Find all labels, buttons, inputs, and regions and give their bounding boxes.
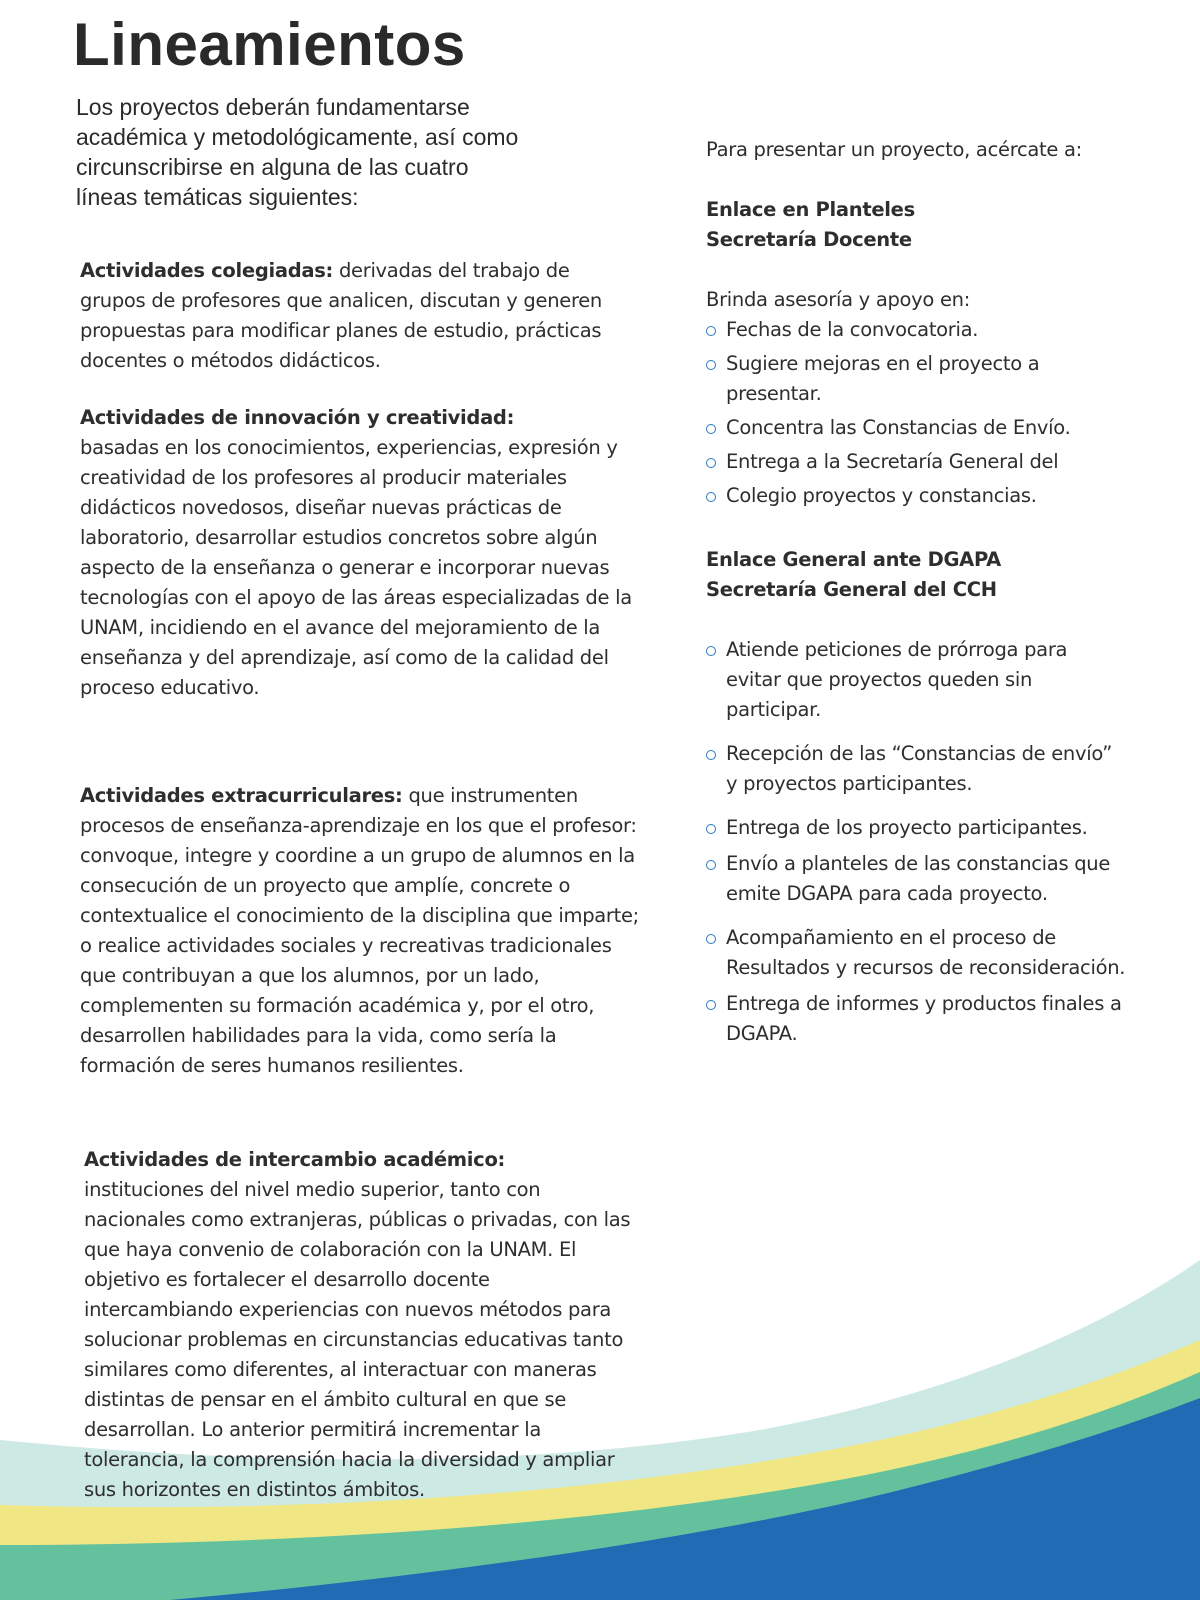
list-item: Colegio proyectos y constancias.	[706, 481, 1086, 511]
circle-bullet-icon	[706, 750, 716, 760]
linea-body: basadas en los conocimientos, experiencias, expresión y creatividad de los profesores al producir materiales didácticos novedosos, diseñar nuevas prácticas de laboratorio, desarrollar estudios concretos sobre algún aspecto de la enseñanza o generar e incorporar nuevas tecnologías con el apoyo de las áreas especializadas de la UNAM, incidiendo en el avance del mejoramiento de la enseñanza y del aprendizaje, así como de la calidad del proceso educativo.	[80, 436, 632, 699]
list-item: Concentra las Constancias de Envío.	[706, 413, 1086, 443]
linea-heading: Actividades de intercambio académico:	[84, 1148, 506, 1171]
circle-bullet-icon	[706, 326, 716, 336]
circle-bullet-icon	[706, 458, 716, 468]
circle-bullet-icon	[706, 860, 716, 870]
enlace-planteles-title: Enlace en Planteles	[706, 198, 915, 221]
enlace-general-title: Enlace General ante DGAPA	[706, 548, 1001, 571]
linea-heading: Actividades colegiadas:	[80, 259, 334, 282]
list-item: Sugiere mejoras en el proyecto a presentar.	[706, 349, 1086, 409]
list-item: Fechas de la convocatoria.	[706, 315, 1086, 345]
enlace-general-subtitle: Secretaría General del CCH	[706, 578, 997, 601]
circle-bullet-icon	[706, 824, 716, 834]
linea-colegiadas	[80, 256, 640, 376]
linea-body: instituciones del nivel medio superior, tanto con nacionales como extranjeras, públicas o privadas, con las que haya convenio de colaboración con la UNAM. El objetivo es fortalecer el desarrollo docente intercambiando experiencias con nuevos métodos para solucionar problemas en circunstancias educativas tanto similares como diferentes, al interactuar con maneras distintas de pensar en el ámbito cultural en que se desarrollan. Lo anterior permitirá incrementar la tolerancia, la comprensión hacia la diversidad y ampliar sus horizontes en distintos ámbitos.	[84, 1178, 631, 1501]
linea-body: derivadas del trabajo de grupos de profesores que analicen, discutan y generen propuestas para modificar planes de estudio, prácticas docentes o métodos didácticos.	[80, 259, 602, 372]
enlace-planteles-list	[706, 315, 1086, 511]
circle-bullet-icon	[706, 492, 716, 502]
page-title: Lineamientos	[73, 11, 466, 78]
list-item: Recepción de las “Constancias de envío” y proyectos participantes.	[706, 739, 1126, 799]
enlace-planteles-lead: Brinda asesoría y apoyo en:	[706, 288, 970, 311]
enlace-planteles	[706, 195, 1176, 511]
circle-bullet-icon	[706, 360, 716, 370]
intro-text: Los proyectos deberán fundamentarse académica y metodológicamente, así como circunscribirse en alguna de las cuatro líneas temáticas siguientes:	[76, 94, 519, 210]
linea-heading: Actividades de innovación y creatividad:	[80, 406, 515, 429]
linea-body: que instrumenten procesos de enseñanza-aprendizaje en los que el profesor: convoque, integre y coordine a un grupo de alumnos en la consecución de un proyecto que amplíe, concrete o contextualice el conocimiento de la disciplina que imparte; o realice actividades sociales y recreativas tradicionales que contribuyan a que los alumnos, por un lado, complementen su formación académica y, por el otro, desarrollen habilidades para la vida, como sería la formación de seres humanos resilientes.	[80, 784, 639, 1077]
circle-bullet-icon	[706, 646, 716, 656]
linea-innovacion	[80, 403, 640, 703]
list-item: Entrega a la Secretaría General del	[706, 447, 1086, 477]
linea-intercambio	[84, 1145, 644, 1505]
list-item: Atiende peticiones de prórroga para evitar que proyectos queden sin participar.	[706, 635, 1126, 725]
contacto-intro: Para presentar un proyecto, acércate a:	[706, 138, 1082, 161]
linea-extracurriculares	[80, 781, 640, 1081]
list-item: Acompañamiento en el proceso de Resultados y recursos de reconsideración.	[706, 923, 1126, 983]
enlace-general-list	[706, 635, 1126, 1049]
list-item: Envío a planteles de las constancias que emite DGAPA para cada proyecto.	[706, 849, 1126, 909]
circle-bullet-icon	[706, 934, 716, 944]
enlace-general	[706, 545, 1176, 1049]
contacto-section	[706, 135, 1176, 165]
list-item: Entrega de informes y productos finales a DGAPA.	[706, 989, 1126, 1049]
circle-bullet-icon	[706, 1000, 716, 1010]
linea-heading: Actividades extracurriculares:	[80, 784, 403, 807]
enlace-planteles-subtitle: Secretaría Docente	[706, 228, 912, 251]
circle-bullet-icon	[706, 424, 716, 434]
list-item: Entrega de los proyecto participantes.	[706, 813, 1126, 843]
